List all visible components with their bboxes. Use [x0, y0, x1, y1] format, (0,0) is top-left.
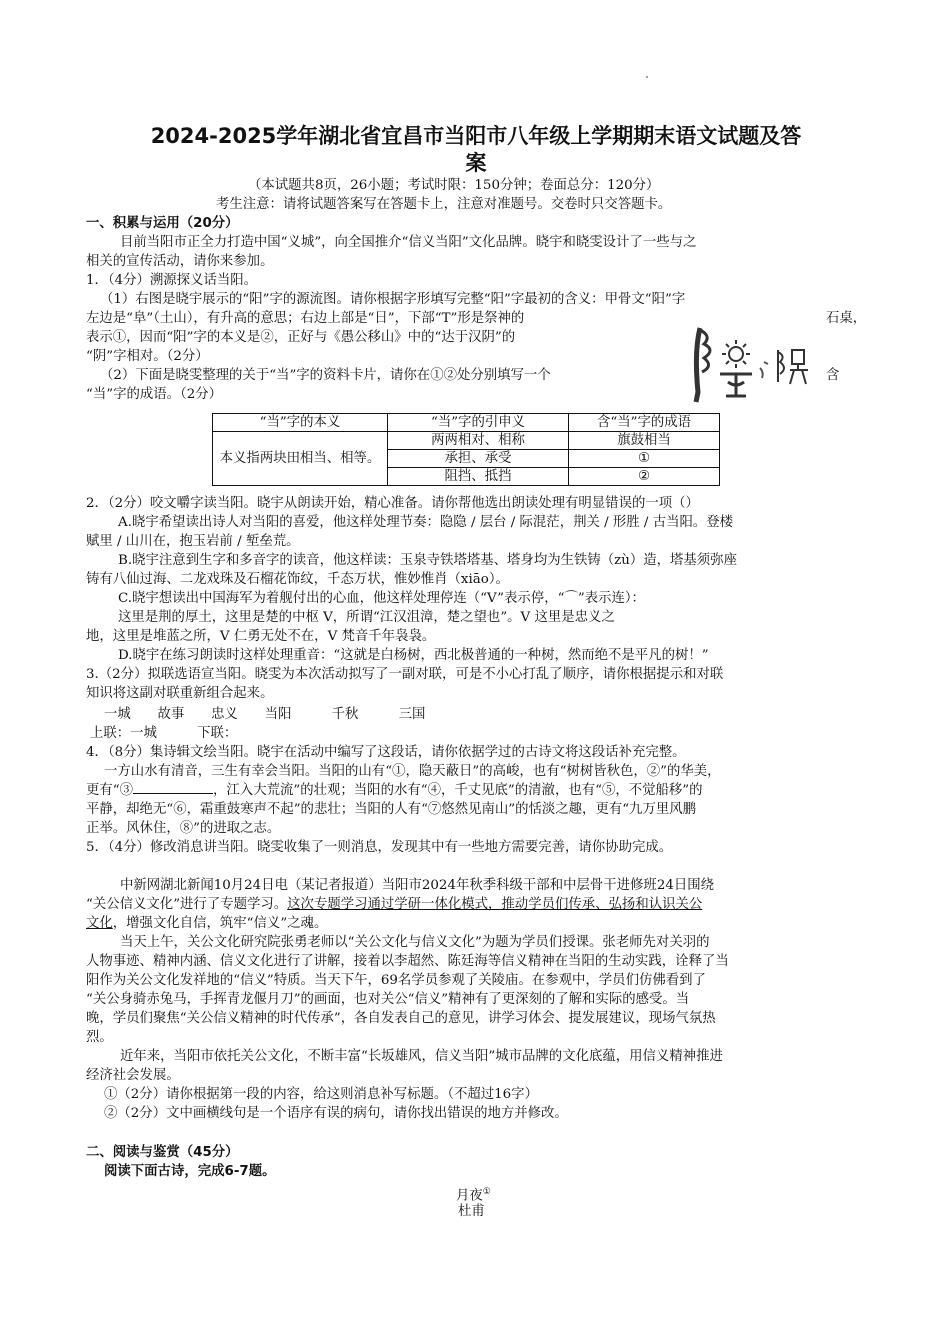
poem-title-text: 月夜 [456, 1188, 483, 1204]
dang-character-table [212, 413, 720, 486]
news-p2-line4: “关公身骑赤兔马，手挥青龙偃月刀”的画面，也对关公“信义”精神有了更深刻的了解和实际的感受。当 [86, 992, 690, 1007]
q3-words: 一城 故事 忠义 当阳 千秋 三国 [104, 707, 426, 722]
q2-option-a-line1: A.晓宇希望读出诗人对当阳的喜爱，他这样处理节奏：隐隐 / 层台 / 际混茫，荆关 / 形胜 / 古当阳。登楼 [118, 515, 734, 530]
news-underlined-end: 文化 [86, 916, 113, 931]
exam-info: （本试题共8页，26小题；考试时限：150分钟；卷面总分：120分） [248, 178, 660, 193]
q2-option-c-line1: C.晓宇想读出中国海军为着舰付出的心血，他这样处理停连（“V”表示停，“⌒”表示连）： [118, 591, 645, 606]
q2-option-a-line2: 赋里 / 山川在，抱玉岩前 / 堑垒荒。 [86, 534, 300, 549]
q1-part2-line1-right: 含 [826, 368, 840, 383]
q1-part2-line1: （2）下面是晓雯整理的关于“当”字的资料卡片，请你在①②处分别填写一个 [100, 368, 551, 383]
exam-title-line2: 案 [465, 151, 487, 175]
section-1-heading: 一、积累与运用（20分） [86, 216, 239, 231]
poem-author: 杜甫 [458, 1204, 485, 1219]
table-cell-meaning-2: 承担、承受 [388, 450, 569, 468]
table-cell-meaning-1: 两两相对、相称 [388, 432, 569, 450]
table-header-origin: “当”字的本义 [213, 414, 388, 432]
table-header-idiom: 含“当”字的成语 [569, 414, 720, 432]
question-4: 4．（8分）集诗辑文绘当阳。晓宇在活动中编写了这段话，请你依据学过的古诗文将这段话补充完整。 [86, 745, 686, 760]
news-p3-line1: 近年来，当阳市依托关公文化，不断丰富“长坂雄风，信义当阳”城市品牌的文化底蕴，用信义精神推进 [120, 1049, 723, 1064]
news-p2-line2: 人物事迹、精神内涵、信义文化进行了讲解，接着以李超然、陈廷海等信义精神在当阳的生动实践，诠释了当 [86, 954, 729, 969]
q4-line2 [86, 781, 703, 800]
news-p2-line6: 烈。 [86, 1030, 113, 1045]
q1-part1-line2-right: 石桌， [826, 311, 867, 326]
news-p2-line5: 晚，学员们聚焦“关公信义精神的时代传承”，各自发表自己的意见，讲学习体会、提发展建议，现场气氛热 [86, 1011, 716, 1026]
table-cell-origin: 本义指两块田相当、相等。 [213, 432, 388, 486]
q1-part1-line2: 左边是“阜”（土山），有升高的意思；右边上部是“日”，下部“T”形是祭神的 [86, 311, 525, 326]
table-cell-meaning-3: 阻挡、抵挡 [388, 468, 569, 486]
q4-line2-end: ，江入大荒流”的壮观；当阳的水有“④，千丈见底”的清澈，也有“⑤，不觉船移”的 [213, 783, 703, 798]
q5-subquestion-2: ②（2分）文中画横线句是一个语序有误的病句，请你找出错误的地方并修改。 [104, 1106, 568, 1121]
news-p1-line2-start: “关公信义文化”进行了专题学习。 [86, 897, 288, 912]
q4-line1: 一方山水有清音，三生有幸会当阳。当阳的山有“①，隐天蔽日”的高峻，也有“树树皆秋色，②”的华美， [104, 764, 721, 779]
intro-line-2: 相关的宣传活动，请你来参加。 [86, 254, 274, 269]
table-cell-idiom-2: ① [569, 450, 720, 468]
question-3-line2: 知识将这副对联重新组合起来。 [86, 686, 274, 701]
q2-option-d: D.晓宇在练习朗读时这样处理重音：“这就是白杨树，西北极普通的一种树，然而绝不是平凡的树！” [118, 648, 709, 663]
question-3-line1: 3.（2分）拟联选语宣当阳。晓雯为本次活动拟写了一副对联，可是不小心打乱了顺序，请你根据提示和对联 [86, 667, 724, 682]
question-2: 2．（2分）咬文嚼字读当阳。晓宇从朗读开始，精心准备。请你帮他选出朗读处理有明显错误的一项（） [86, 496, 699, 511]
section-2-intro: 阅读下面古诗，完成6-7题。 [104, 1164, 276, 1179]
news-underlined-sentence: 这次专题学习通过学研一体化模式，推动学员们传承、弘扬和认识关公 [287, 897, 703, 912]
q1-part1-line1: （1）右图是晓宇展示的“阳”字的源流图。请你根据字形填写完整“阳”字最初的含义：甲骨文“阳”字 [100, 292, 686, 307]
q5-subquestion-1: ①（2分）请你根据第一段的内容，给这则消息补写标题。（不超过16字） [104, 1087, 538, 1102]
intro-line-1: 目前当阳市正全力打造中国“义城”，向全国推介“信义当阳”文化品牌。晓宇和晓雯设计了一些与之 [120, 235, 697, 250]
q4-line2-start: 更有“③ [86, 783, 134, 798]
table-cell-idiom-1: 旗鼓相当 [569, 432, 720, 450]
exam-notice: 考生注意：请将试题答案写在答题卡上，注意对准题号。交卷时只交答题卡。 [216, 197, 672, 212]
news-p2-line3: 阳作为关公文化发祥地的“信义”特质。当天下午，69名学员参观了关陵庙。在参观中，学员们仿佛看到了 [86, 973, 706, 988]
question-5: 5．（4分）修改消息讲当阳。晓雯收集了一则消息，发现其中有一些地方需要完善，请你协助完成。 [86, 840, 673, 855]
q3-hint: 上联：一城 下联： [90, 726, 238, 741]
news-p2-line1: 当天上午，关公文化研究院张勇老师以“关公文化与信义文化”为题为学员们授课。张老师先对关羽的 [120, 935, 710, 950]
q2-option-c-line3: 地，这里是堆蓝之所，V 仁勇无处不在，V 梵音千年袅袅。 [86, 629, 436, 644]
table-header-extended: “当”字的引申义 [388, 414, 569, 432]
q1-part1-line3: 表示①，因而“阳”字的本义是②，正好与《愚公移山》中的“达于汉阴”的 [86, 330, 516, 345]
yang-character-evolution-image [690, 322, 820, 412]
q4-line3: 平静，却绝无“⑥，霜重鼓寒声不起”的悲壮；当阳的人有“⑦悠然见南山”的恬淡之趣，更有“九万里风鹏 [86, 802, 697, 817]
section-2-heading: 二、阅读与鉴赏（45分） [86, 1145, 239, 1160]
news-p1-line3-rest: ，增强文化自信，筑牢“信义”之魂。 [112, 916, 328, 931]
poem-footnote-mark: ① [482, 1187, 491, 1197]
q2-option-b-line1: B.晓宇注意到生字和多音字的读音，他这样读：玉泉寺铁塔塔基、塔身均为生铁铸（zù）造，塔基须弥座 [118, 553, 737, 568]
news-p3-line2: 经济社会发展。 [86, 1068, 180, 1083]
q4-line4: 正举。风休住，⑧”的进取之志。 [86, 821, 281, 836]
q1-part2-line2: “当”字的成语。（2分） [86, 387, 223, 402]
exam-title-line1: 2024-2025学年湖北省宜昌市当阳市八年级上学期期末语文试题及答 [150, 124, 802, 148]
table-cell-idiom-3: ② [569, 468, 720, 486]
scan-dot [646, 76, 648, 78]
q2-option-c-line2: 这里是荆的厚土，这里是楚的中枢 V，所谓“江汉沮漳，楚之望也”。V 这里是忠义之 [118, 610, 615, 625]
q2-option-b-line2: 铸有八仙过海、二龙戏珠及石榴花饰纹，千态万状，惟妙惟肖（xiāo）。 [86, 572, 509, 587]
news-p1-line1: 中新网湖北新闻10月24日电（某记者报道）当阳市2024年秋季科级干部和中层骨干进修班24日围绕 [120, 878, 715, 893]
q4-blank-line [133, 781, 213, 794]
question-1: 1．（4分）溯源探义话当阳。 [86, 273, 258, 288]
news-p1-line3 [86, 914, 327, 933]
q1-part1-line4: “阴”字相对。（2分） [86, 349, 209, 364]
news-p1-line2 [86, 895, 702, 914]
